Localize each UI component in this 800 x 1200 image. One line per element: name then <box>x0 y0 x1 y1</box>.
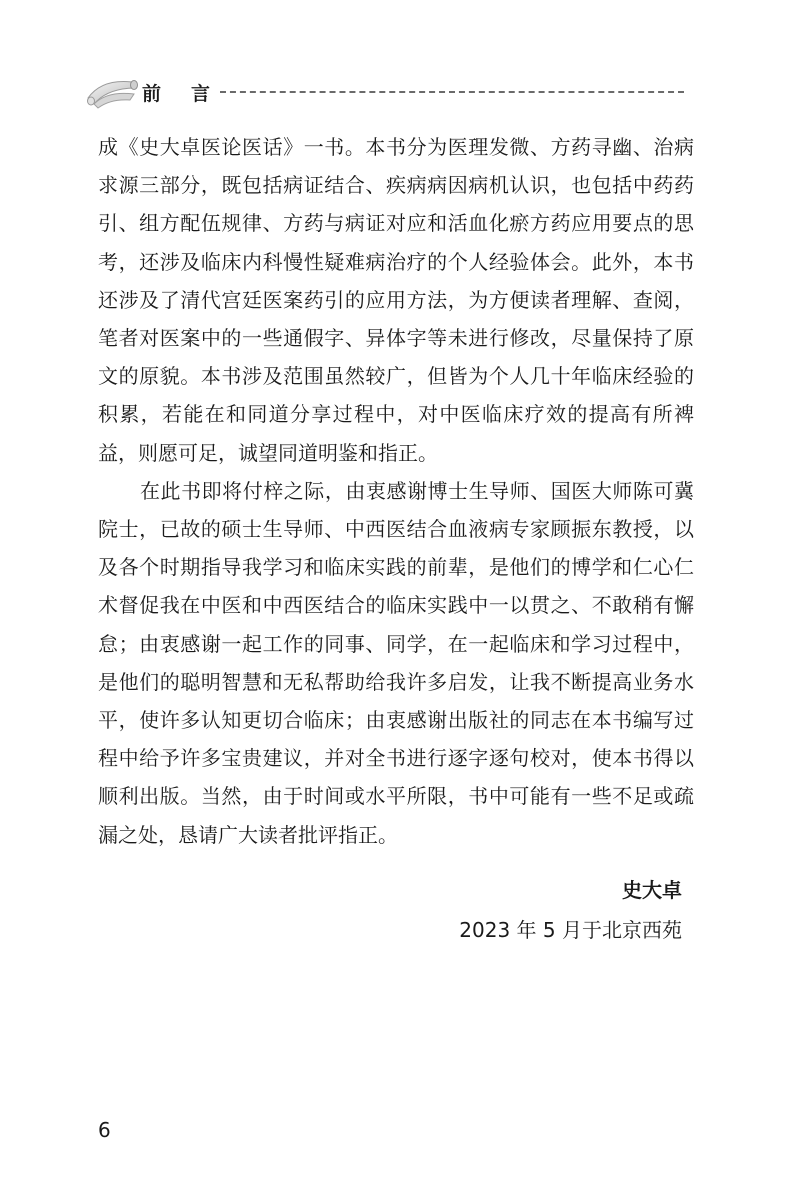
page-number: 6 <box>98 1118 111 1142</box>
paragraph: 在此书即将付梓之际，由衷感谢博士生导师、国医大师陈可冀院士，已故的硕士生导师、中西医结合血液病专家顾振东教授，以及各个时期指导我学习和临床实践的前辈，是他们的博学和仁心仁术督促我在中医和中西医结合的临床实践中一以贯之、不敢稍有懈怠；由衷感谢一起工作的同事、同学，在一起临床和学习过程中，是他们的聪明智慧和无私帮助给我许多启发，让我不断提高业务水平，使许多认知更切合临床；由衷感谢出版社的同志在本书编写过程中给予许多宝贵建议，并对全书进行逐字逐句校对，使本书得以顺利出版。当然，由于时间或水平所限，书中可能有一些不足或疏漏之处，恳请广大读者批评指正。 <box>98 478 694 847</box>
author-signature: 史大卓 <box>622 878 682 902</box>
body-text <box>98 128 694 854</box>
header-title: 前言 <box>142 83 241 105</box>
scroll-icon <box>84 74 140 110</box>
date-place-line: 2023 年 5 月于北京西苑 <box>459 918 682 942</box>
header-dashed-rule <box>220 91 684 93</box>
running-header <box>84 74 684 110</box>
paragraph: 成《史大卓医论医话》一书。本书分为医理发微、方药寻幽、治病求源三部分，既包括病证结合、疾病病因病机认识，也包括中药药引、组方配伍规律、方药与病证对应和活血化瘀方药应用要点的思考，还涉及临床内科慢性疑难病治疗的个人经验体会。此外，本书还涉及了清代宫廷医案药引的应用方法，为方便读者理解、查阅，笔者对医案中的一些通假字、异体字等未进行修改，尽量保持了原文的原貌。本书涉及范围虽然较广，但皆为个人几十年临床经验的积累，若能在和同道分享过程中，对中医临床疗效的提高有所裨益，则愿可足，诚望同道明鉴和指正。 <box>98 135 694 465</box>
